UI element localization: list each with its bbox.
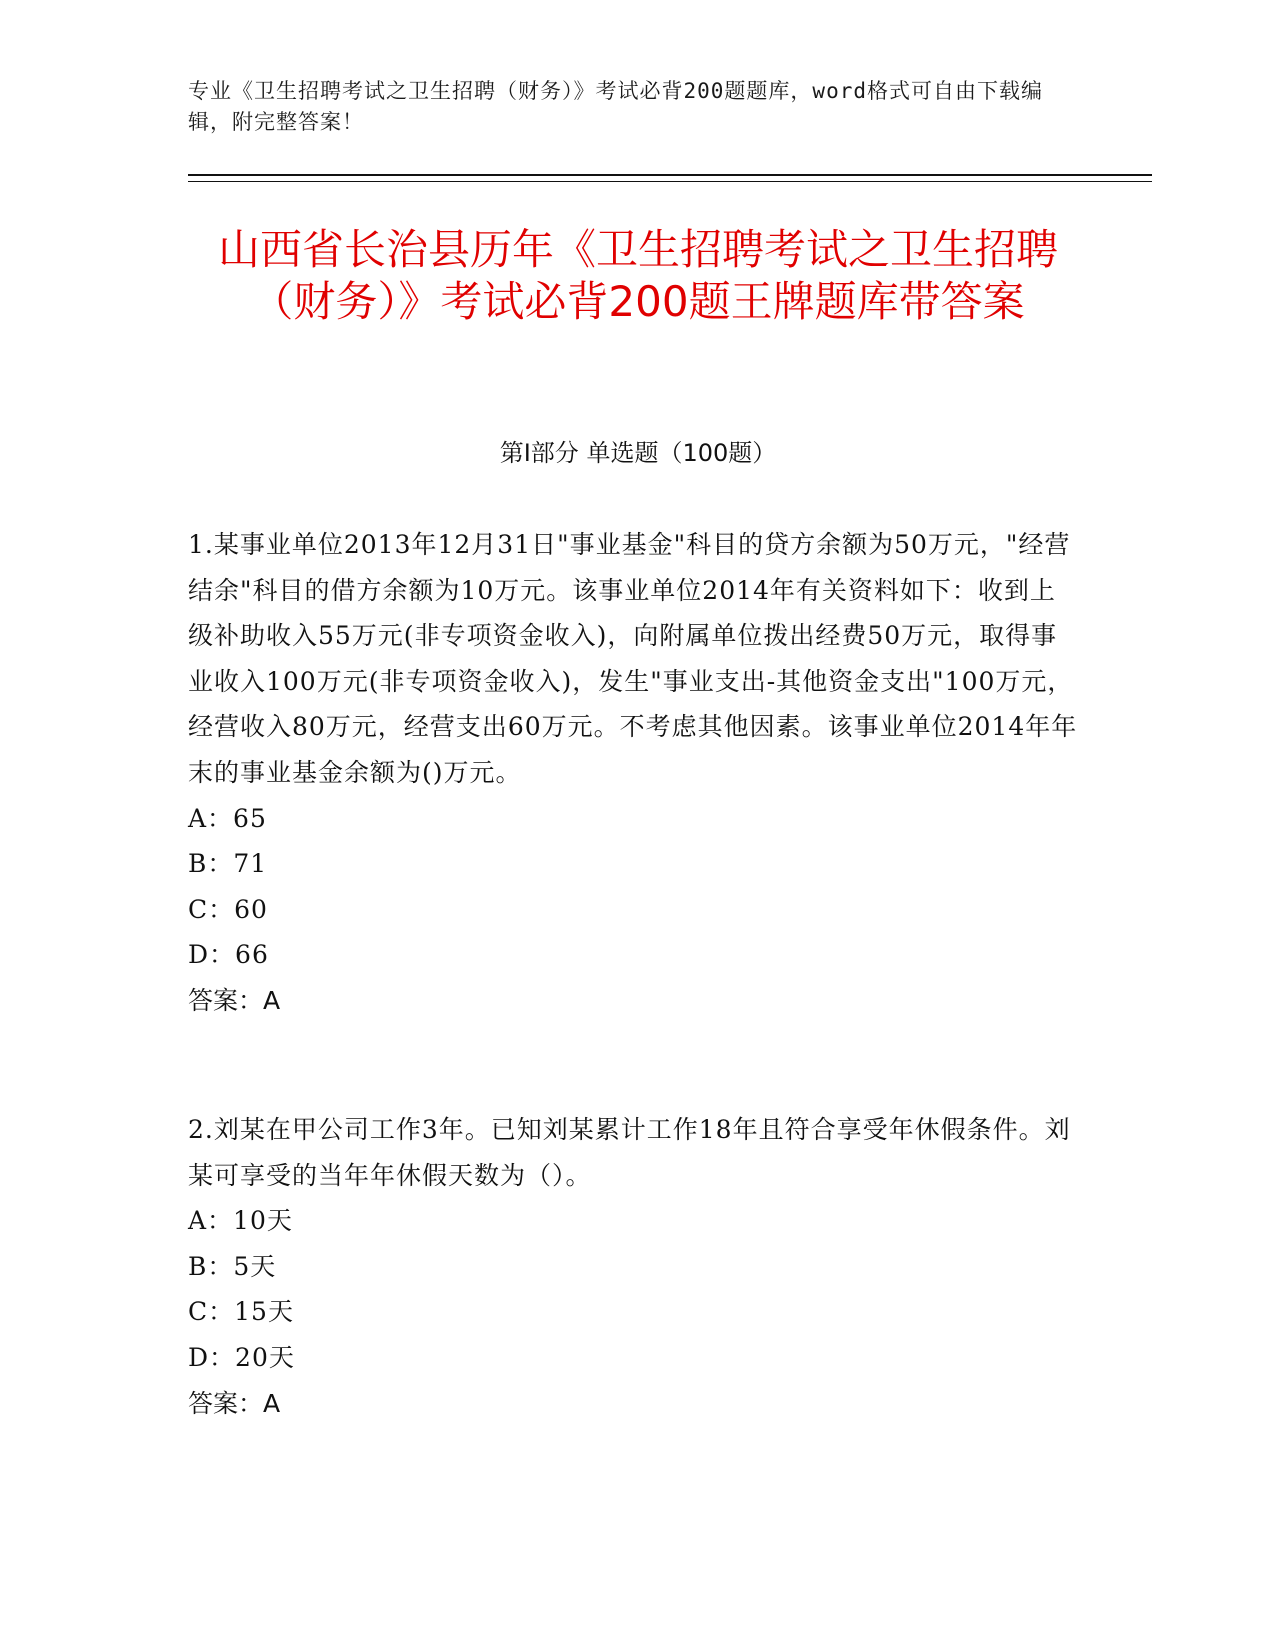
option-c: C：60: [188, 894, 268, 924]
answer-line: 答案：A: [188, 985, 281, 1015]
question-stem: 2.刘某在甲公司工作3年。已知刘某累计工作18年且符合享受年休假条件。刘某可享受的当年年休假天数为（）。: [188, 1115, 1071, 1190]
option-b: B：71: [188, 849, 268, 879]
document-title: 山西省长治县历年《卫生招聘考试之卫生招聘（财务）》考试必背200题王牌题库带答案: [217, 225, 1058, 326]
question-2: [188, 1107, 1078, 1426]
option-b: B：5天: [188, 1251, 277, 1281]
answer-line: 答案：A: [188, 1388, 281, 1418]
header-rule-thick: [188, 174, 1152, 176]
question-stem: 1.某事业单位2013年12月31日"事业基金"科目的贷方余额为50万元，"经营结余"科目的借方余额为10万元。该事业单位2014年有关资料如下：收到上级补助收入55万元(非专项资金收入)，向附属单位拨出经费50万元，取得事业收入100万元(非专项资金收入)，发生"事业支出-其他资金支出"100万元，经营收入80万元，经营支出60万元。不考虑其他因素。该事业单位2014年年末的事业基金余额为()万元。: [188, 530, 1078, 787]
option-a: A：65: [188, 803, 267, 833]
section-heading: 第Ⅰ部分 单选题（100题）: [499, 439, 777, 467]
header-rule-thin: [188, 181, 1152, 182]
header-note: 专业《卫生招聘考试之卫生招聘（财务）》考试必背200题题库，word格式可自由下载编辑，附完整答案！: [188, 79, 1043, 134]
option-d: D：20天: [188, 1342, 295, 1372]
question-1: [188, 522, 1078, 1024]
option-a: A：10天: [188, 1206, 293, 1236]
option-c: C：15天: [188, 1297, 294, 1327]
option-d: D：66: [188, 940, 269, 970]
